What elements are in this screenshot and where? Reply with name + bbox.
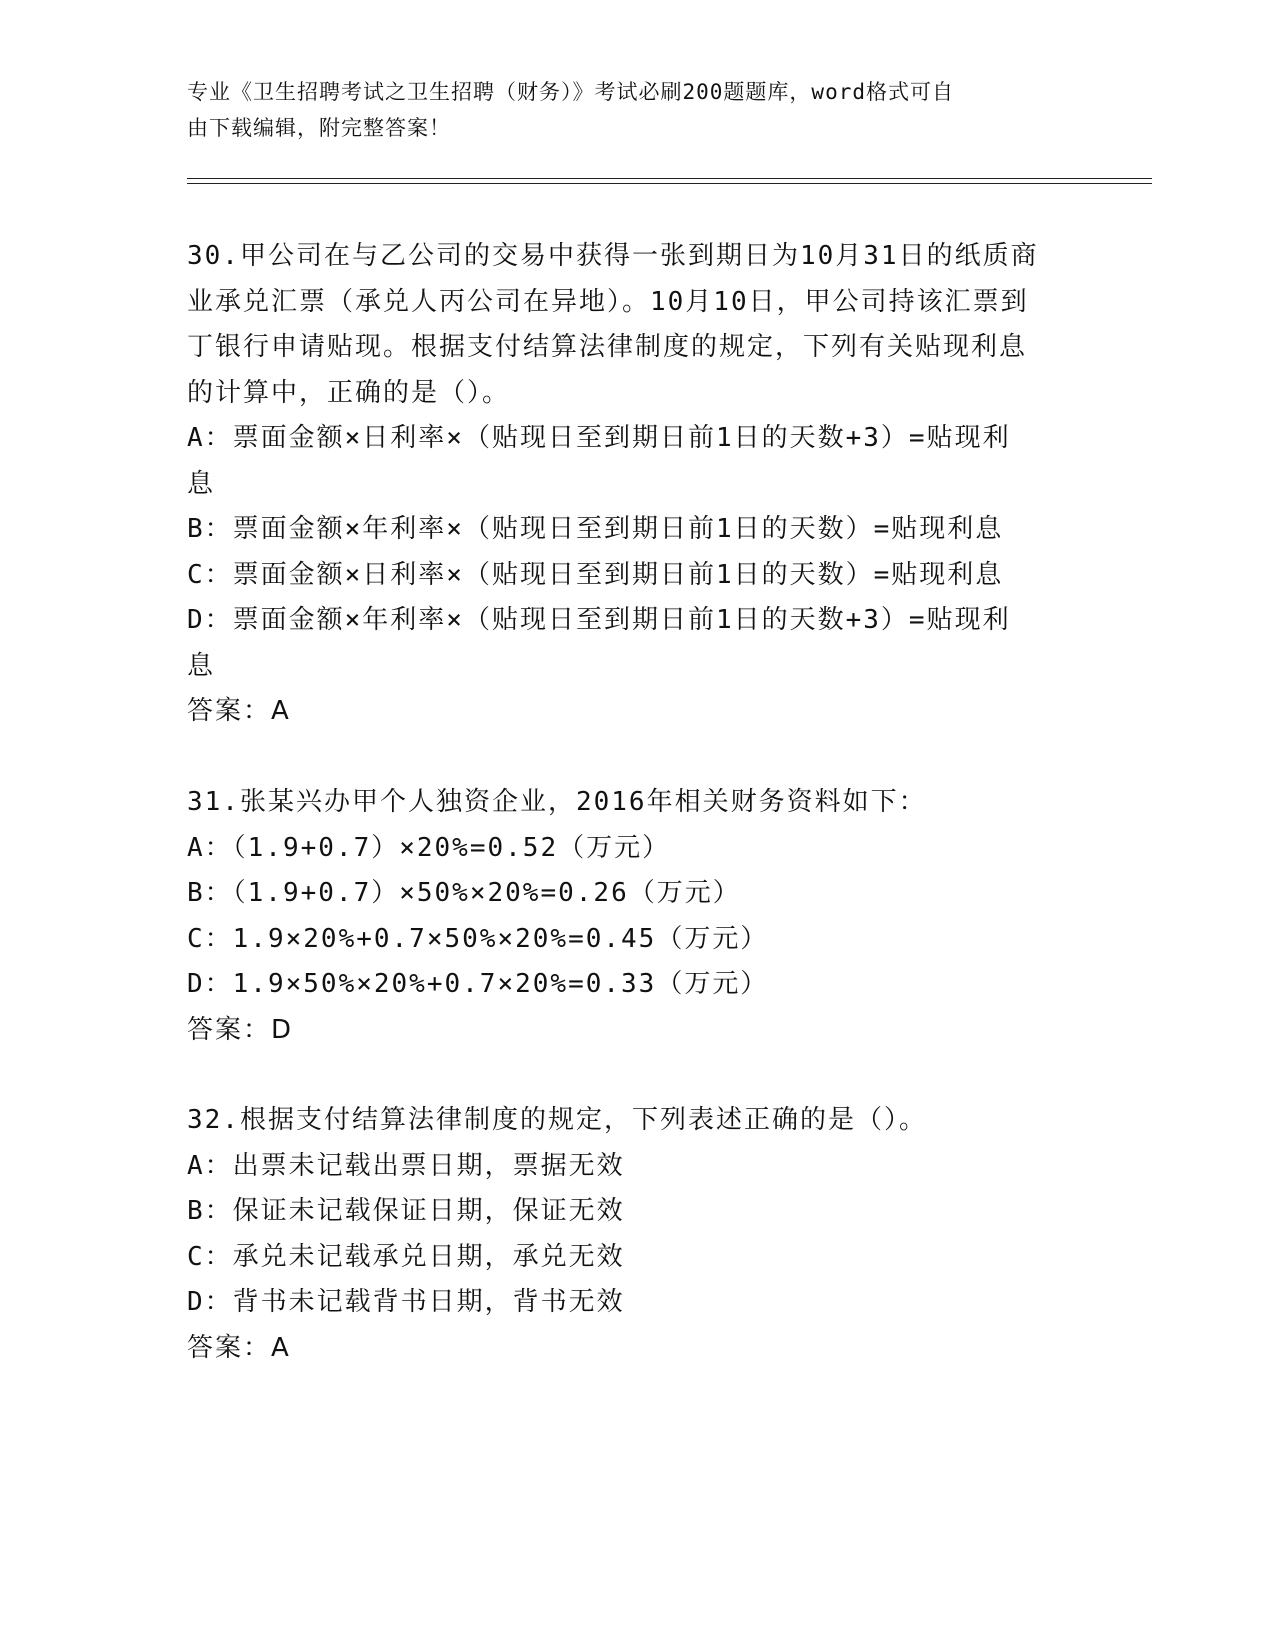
question-30 <box>187 234 1087 735</box>
question-stem-line: 32.根据支付结算法律制度的规定，下列表述正确的是（）。 <box>187 1105 927 1135</box>
option-b: B：（1.9+0.7）×50%×20%=0.26（万元） <box>187 878 741 908</box>
answer-label: 答案：A <box>187 1332 291 1363</box>
option-d-continued: 息 <box>187 650 216 681</box>
header-divider <box>187 178 1152 179</box>
option-c: C：票面金额×日利率×（贴现日至到期日前1日的天数）=贴现利息 <box>187 559 1004 590</box>
answer-label: 答案：D <box>187 1014 294 1045</box>
option-a: A：出票未记载出票日期，票据无效 <box>187 1150 625 1181</box>
question-32 <box>187 1098 1087 1371</box>
option-d: D：票面金额×年利率×（贴现日至到期日前1日的天数+3）=贴现利 <box>187 605 1011 635</box>
answer-label: 答案：A <box>187 696 291 726</box>
option-d: D：1.9×50%×20%+0.7×20%=0.33（万元） <box>187 969 769 999</box>
header-line: 专业《卫生招聘考试之卫生招聘（财务）》考试必刷200题题库，word格式可自 <box>187 80 954 104</box>
option-a-continued: 息 <box>187 468 216 499</box>
question-stem-line: 业承兑汇票（承兑人丙公司在异地）。10月10日，甲公司持该汇票到 <box>187 286 1029 317</box>
question-stem-line: 的计算中，正确的是（）。 <box>187 377 511 408</box>
question-stem-line: 30.甲公司在与乙公司的交易中获得一张到期日为10月31日的纸质商 <box>187 241 1039 271</box>
question-31 <box>187 780 1087 1053</box>
question-stem-line: 31.张某兴办甲个人独资企业，2016年相关财务资料如下： <box>187 787 927 817</box>
document-header <box>187 74 1067 146</box>
option-c: C：1.9×20%+0.7×50%×20%=0.45（万元） <box>187 923 769 954</box>
header-divider <box>187 183 1152 184</box>
option-d: D：背书未记载背书日期，背书无效 <box>187 1287 625 1317</box>
option-b: B：票面金额×年利率×（贴现日至到期日前1日的天数）=贴现利息 <box>187 514 1004 544</box>
option-b: B：保证未记载保证日期，保证无效 <box>187 1196 625 1226</box>
option-a: A：（1.9+0.7）×20%=0.52（万元） <box>187 832 671 863</box>
option-c: C：承兑未记载承兑日期，承兑无效 <box>187 1241 625 1272</box>
header-line: 由下载编辑，附完整答案！ <box>187 116 451 140</box>
option-a: A：票面金额×日利率×（贴现日至到期日前1日的天数+3）=贴现利 <box>187 423 1011 453</box>
question-stem-line: 丁银行申请贴现。根据支付结算法律制度的规定，下列有关贴现利息 <box>187 332 1028 362</box>
